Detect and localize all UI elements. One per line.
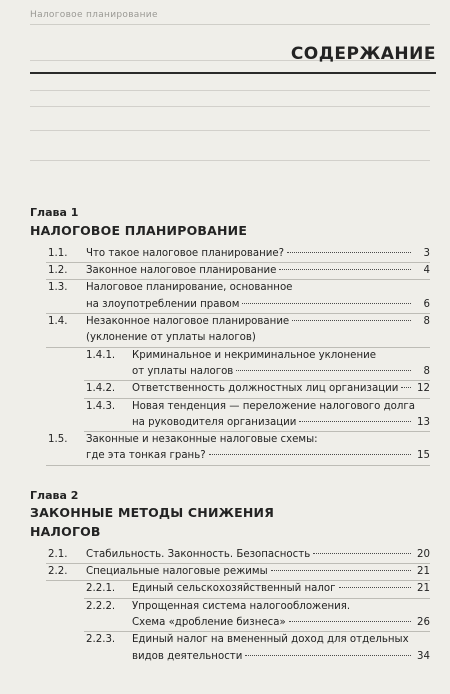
toc-entry[interactable] xyxy=(30,381,436,397)
page-number: 15 xyxy=(417,450,430,462)
entry-title: Упрощенная система налогообложения. xyxy=(132,600,351,612)
table-of-contents xyxy=(30,204,436,666)
page-number: 12 xyxy=(417,383,430,395)
title-rule xyxy=(30,72,436,74)
entry-title: Незаконное налоговое планирование xyxy=(86,315,290,327)
dot-leader xyxy=(287,252,411,253)
dot-leader xyxy=(313,553,411,554)
chapter-title xyxy=(30,504,436,540)
dot-leader xyxy=(209,454,411,455)
entry-title-cont: Схема «дробление бизнеса» xyxy=(132,616,286,628)
entry-number: 1.3. xyxy=(48,282,68,294)
entry-title: Единый сельскохозяйственный налог xyxy=(132,583,336,595)
entry-title-cont: где эта тонкая грань? xyxy=(86,450,206,462)
page-number: 6 xyxy=(423,298,430,310)
toc-entry[interactable] xyxy=(30,399,436,432)
entry-title: Единый налог на вмененный доход для отдельных xyxy=(132,634,409,646)
entry-title: Что такое налоговое планирование? xyxy=(86,247,285,259)
toc-entry[interactable] xyxy=(30,564,436,580)
dot-leader xyxy=(401,387,411,388)
toc-entry[interactable] xyxy=(30,246,436,262)
bleed-through-line xyxy=(30,160,430,161)
page-number: 26 xyxy=(417,616,430,628)
entry-title-cont: видов деятельности xyxy=(132,650,243,662)
page-number: 3 xyxy=(423,247,430,259)
toc-entry[interactable] xyxy=(30,280,436,313)
entry-number: 2.1. xyxy=(48,548,68,560)
toc-entry[interactable] xyxy=(30,632,436,665)
entry-title: Налоговое планирование, основанное xyxy=(86,282,293,294)
chapter-title-line: ЗАКОННЫЕ МЕТОДЫ СНИЖЕНИЯ xyxy=(30,505,275,521)
page-number: 8 xyxy=(423,365,430,377)
page-number: 4 xyxy=(423,265,430,277)
running-header: Налоговое планирование xyxy=(30,10,430,25)
entry-title: Криминальное и некриминальное уклонение xyxy=(132,349,377,361)
page-number: 20 xyxy=(417,548,430,560)
page-number: 21 xyxy=(417,583,430,595)
bleed-through-line xyxy=(30,90,430,91)
toc-entry[interactable] xyxy=(30,432,436,465)
dot-leader xyxy=(271,570,411,571)
entry-number: 2.2.1. xyxy=(86,583,116,595)
chapter-1 xyxy=(30,204,436,465)
entry-title-cont: на злоупотреблении правом xyxy=(86,298,240,310)
bleed-through-line xyxy=(30,130,430,131)
entry-title: Законные и незаконные налоговые схемы: xyxy=(86,434,318,446)
toc-entry[interactable] xyxy=(30,547,436,563)
entry-title: Стабильность. Законность. Безопасность xyxy=(86,548,311,560)
entry-number: 1.4.3. xyxy=(86,400,116,412)
chapter-2 xyxy=(30,487,436,665)
chapter-label: Глава 1 xyxy=(30,206,79,219)
entry-number: 1.2. xyxy=(48,265,68,277)
entry-number: 1.4. xyxy=(48,315,68,327)
toc-entry[interactable] xyxy=(30,581,436,597)
chapter-title-line: НАЛОГОВ xyxy=(30,523,101,539)
dot-leader xyxy=(236,370,411,371)
entry-number: 1.1. xyxy=(48,247,68,259)
bleed-through-line xyxy=(30,106,430,107)
toc-entry[interactable] xyxy=(30,314,436,347)
dot-leader xyxy=(299,421,411,422)
page-number: 13 xyxy=(417,416,430,428)
toc-entry[interactable] xyxy=(30,348,436,381)
entry-title-cont: на руководителя организации xyxy=(132,416,297,428)
entry-title-cont: от уплаты налогов xyxy=(132,365,234,377)
dot-leader xyxy=(289,621,411,622)
entry-number: 2.2. xyxy=(48,565,68,577)
dot-leader xyxy=(292,320,411,321)
page-number: 21 xyxy=(417,565,430,577)
entry-title-cont: (уклонение от уплаты налогов) xyxy=(86,332,256,344)
entry-divider xyxy=(46,465,430,466)
entry-number: 1.4.2. xyxy=(86,383,116,395)
entry-number: 1.5. xyxy=(48,434,68,446)
page-title: СОДЕРЖАНИЕ xyxy=(290,44,436,64)
chapter-label: Глава 2 xyxy=(30,488,79,502)
page-number: 34 xyxy=(417,650,430,662)
entry-title: Новая тенденция — переложение налогового долга xyxy=(132,400,416,412)
toc-entry[interactable] xyxy=(30,599,436,632)
entry-number: 1.4.1. xyxy=(86,349,116,361)
toc-entry[interactable] xyxy=(30,263,436,279)
entry-title: Ответственность должностных лиц организации xyxy=(132,383,399,395)
dot-leader xyxy=(279,269,411,270)
entry-title: Законное налоговое планирование xyxy=(86,265,277,277)
dot-leader xyxy=(245,655,411,656)
entry-number: 2.2.3. xyxy=(86,634,116,646)
dot-leader xyxy=(339,587,412,588)
page-number: 8 xyxy=(423,315,430,327)
chapter-title: НАЛОГОВОЕ ПЛАНИРОВАНИЕ xyxy=(30,222,248,238)
dot-leader xyxy=(242,303,411,304)
entry-title: Специальные налоговые режимы xyxy=(86,565,268,577)
entry-number: 2.2.2. xyxy=(86,600,116,612)
